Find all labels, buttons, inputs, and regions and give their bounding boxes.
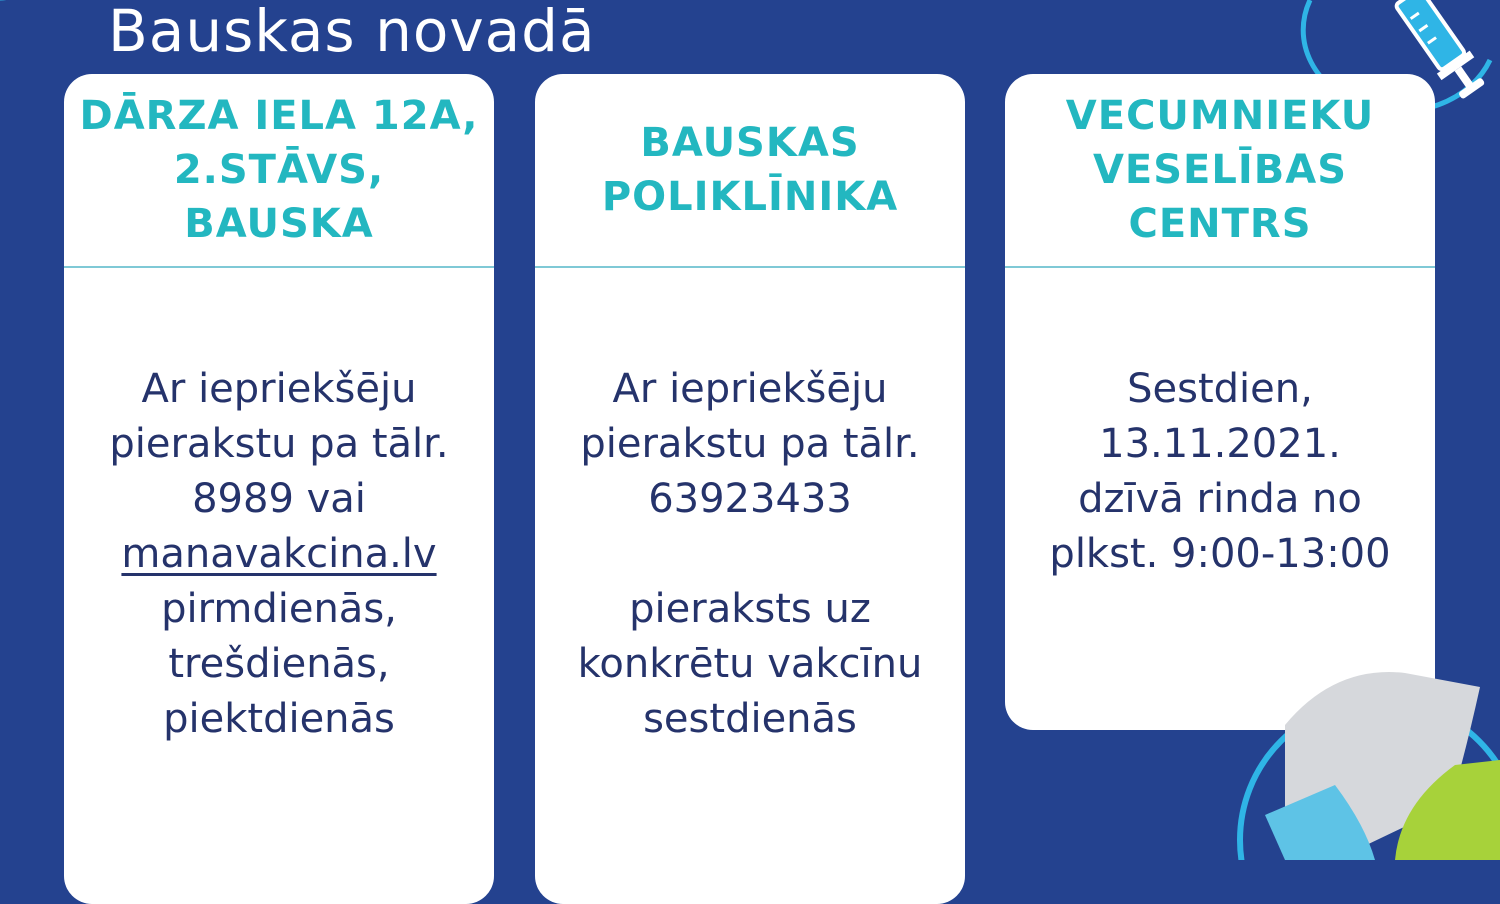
note-line: sestdienās	[643, 696, 857, 742]
heading-line: BAUSKA	[184, 201, 374, 247]
circle-outline-icon	[0, 0, 40, 10]
body-line: 13.11.2021.	[1099, 421, 1341, 467]
note-line: pieraksts uz	[629, 586, 871, 632]
note-line: konkrētu vakcīnu	[577, 641, 923, 687]
location-card-bauskas-poliklinika	[535, 74, 965, 904]
card-heading	[1005, 74, 1435, 268]
card-heading	[535, 74, 965, 268]
card-heading	[64, 74, 494, 268]
heading-line: VESELĪBAS	[1092, 147, 1348, 193]
heading-line: BAUSKAS	[640, 120, 860, 166]
heading-line: POLIKLĪNIKA	[601, 174, 899, 220]
location-card-darza-iela	[64, 74, 494, 904]
body-line: 8989 vai	[192, 476, 366, 522]
heading-line: 2.STĀVS,	[173, 147, 385, 193]
body-line: Ar iepriekšēju	[141, 366, 417, 412]
card-body	[64, 268, 494, 747]
body-line: pierakstu pa tālr.	[109, 421, 449, 467]
body-line: 63923433	[648, 476, 852, 522]
location-card-vecumnieku-centrs	[1005, 74, 1435, 730]
card-body	[1005, 268, 1435, 582]
body-line: trešdienās,	[168, 641, 390, 687]
face-mask-icon	[1215, 665, 1500, 860]
spacer	[535, 527, 965, 582]
body-line: Sestdien,	[1127, 366, 1313, 412]
body-line: plkst. 9:00-13:00	[1049, 531, 1391, 577]
body-line: piektdienās	[163, 696, 395, 742]
page-title: Bauskas novadā	[108, 0, 596, 65]
body-line: pirmdienās,	[161, 586, 397, 632]
body-line: Ar iepriekšēju	[612, 366, 888, 412]
card-body	[535, 268, 965, 747]
heading-line: VECUMNIEKU	[1065, 93, 1375, 139]
manavakcina-link[interactable]: manavakcina.lv	[121, 531, 437, 577]
heading-line: DĀRZA IELA 12A,	[79, 93, 479, 139]
body-line: pierakstu pa tālr.	[580, 421, 920, 467]
body-line: dzīvā rinda no	[1078, 476, 1362, 522]
heading-line: CENTRS	[1128, 201, 1312, 247]
